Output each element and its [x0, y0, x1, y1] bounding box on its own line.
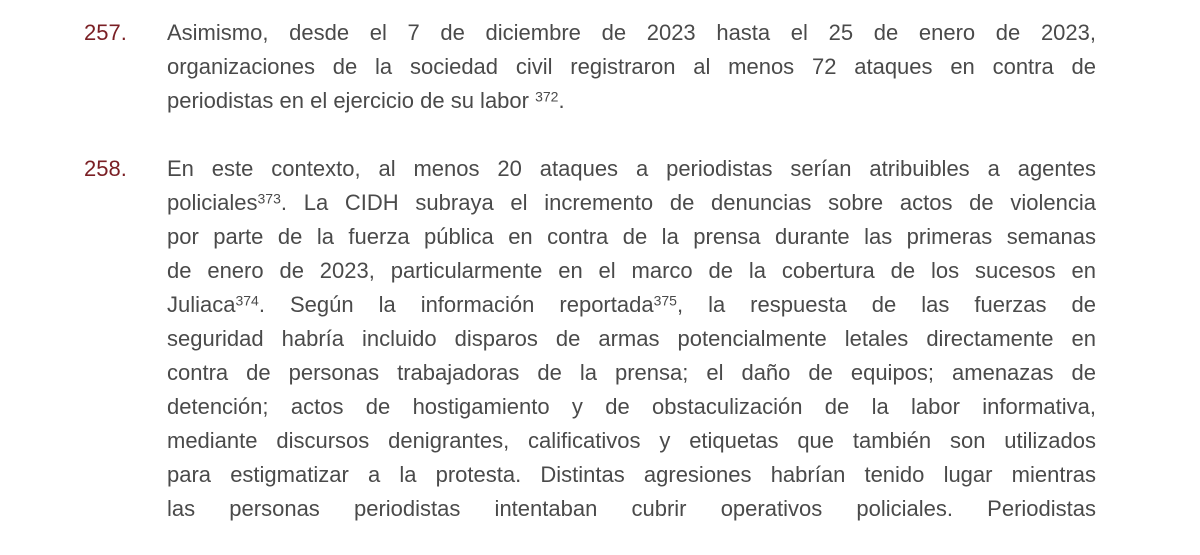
- text-line: las personas periodistas intentaban cubrir operativos policiales. Periodistas: [167, 496, 1096, 521]
- paragraph-text: [167, 16, 1096, 118]
- text-line: para estigmatizar a la protesta. Distintas agresiones habrían tenido lugar mientras: [167, 462, 1096, 487]
- text-line: mediante discursos denigrantes, calificativos y etiquetas que también son utilizados: [167, 428, 1096, 453]
- footnote-ref-372: 372: [535, 88, 559, 105]
- text-line: En este contexto, al menos 20 ataques a periodistas serían atribuibles a agentes: [167, 156, 1096, 181]
- text-line: contra de personas trabajadoras de la prensa; el daño de equipos; amenazas de: [167, 360, 1096, 385]
- text-line: policiales$^{373}$. La CIDH subraya el incremento de denuncias sobre actos de violencia: [167, 190, 1096, 215]
- footnote-ref-375: 375: [653, 292, 677, 309]
- footnote-ref-374: 374: [235, 292, 259, 309]
- text-line: Asimismo, desde el 7 de diciembre de 2023 hasta el 25 de enero de 2023,: [167, 20, 1096, 45]
- text-line: Juliaca$^{374}$. Según la información reportada$^{375}$, la respuesta de las fuerzas de: [167, 292, 1097, 317]
- paragraph-number: 257.: [84, 20, 127, 45]
- paragraph-text: [167, 152, 1096, 526]
- footnote-ref-373: 373: [257, 190, 281, 207]
- text-line: de enero de 2023, particularmente en el marco de la cobertura de los sucesos en: [167, 258, 1096, 283]
- text-line: detención; actos de hostigamiento y de obstaculización de la labor informativa,: [167, 394, 1096, 419]
- text-line: seguridad habría incluido disparos de armas potencialmente letales directamente en: [167, 326, 1096, 351]
- text-line: periodistas en el ejercicio de su labor $^{372}$.: [167, 88, 565, 113]
- text-line: organizaciones de la sociedad civil registraron al menos 72 ataques en contra de: [167, 54, 1096, 79]
- text-line: por parte de la fuerza pública en contra de la prensa durante las primeras semanas: [167, 224, 1096, 249]
- paragraph-number: 258.: [84, 156, 127, 181]
